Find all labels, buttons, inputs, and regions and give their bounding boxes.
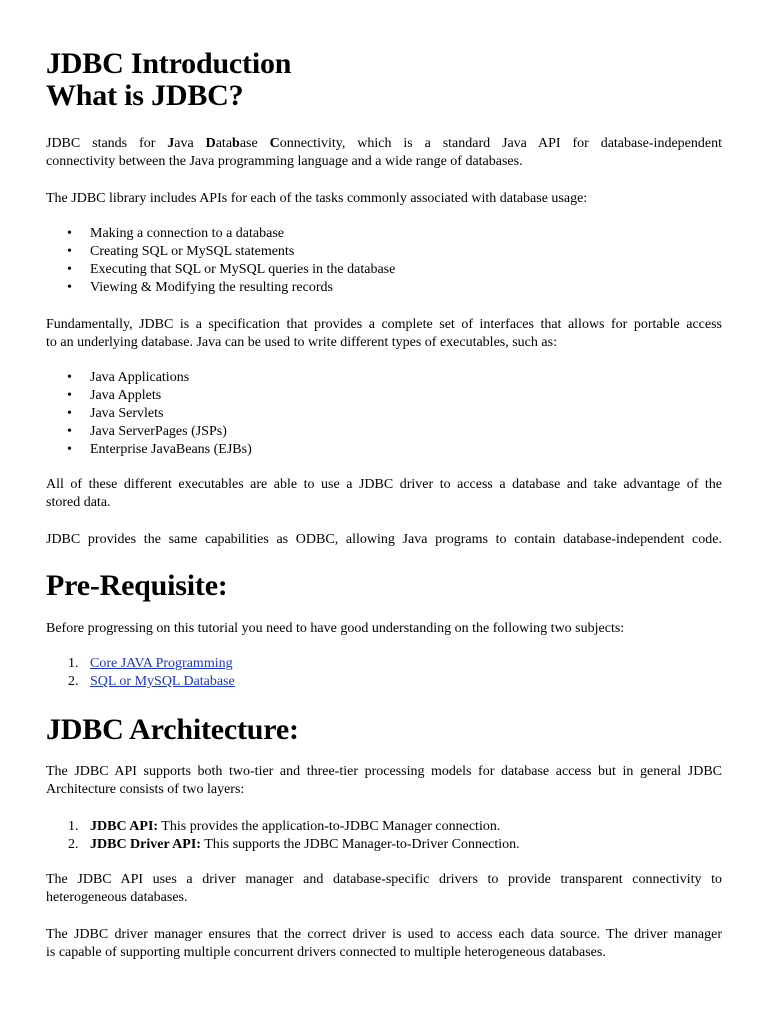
fundamentally-paragraph (46, 316, 722, 352)
link-sql-mysql[interactable]: SQL or MySQL Database (90, 674, 235, 689)
bullet-marker: • (67, 442, 72, 457)
prereq-paragraph: Before progressing on this tutorial you need to have good understanding on the following two subjects: (46, 621, 625, 636)
architecture-paragraph-3 (46, 926, 722, 962)
intro-paragraph (46, 135, 722, 171)
intro-line-1 (46, 135, 722, 153)
list-item-text: Java Applets (90, 388, 162, 403)
intro-line-2: connectivity between the Java programming language and a wide range of databases. (46, 154, 523, 169)
list-item-text: Making a connection to a database (90, 226, 284, 241)
bullet-marker: • (67, 262, 72, 277)
bullet-marker: • (67, 244, 72, 259)
list-item (46, 405, 252, 423)
list-item-text: Creating SQL or MySQL statements (90, 244, 295, 259)
page-subtitle: What is JDBC? (46, 79, 244, 112)
bullet-marker: • (67, 226, 72, 241)
layer-term: JDBC Driver API: (90, 837, 201, 852)
list-item-text: Java ServerPages (JSPs) (90, 424, 227, 439)
list-item-text: Enterprise JavaBeans (EJBs) (90, 442, 252, 457)
list-item (46, 243, 395, 261)
list-item (46, 673, 235, 691)
intro-bold-c: C (269, 136, 280, 151)
tasks-list (46, 225, 395, 297)
layer-term: JDBC API: (90, 819, 159, 834)
intro-text: ava (174, 136, 206, 151)
architecture-p1-line-1: The JDBC API supports both two-tier and three-tier processing models for database access but in general JDBC (46, 764, 722, 779)
architecture-p2-line-1: The JDBC API uses a driver manager and database-specific drivers to provide transparent connectivity to (46, 872, 722, 887)
page-title: JDBC Introduction (46, 47, 292, 80)
list-item (46, 369, 252, 387)
list-item (46, 836, 520, 854)
prereq-list (46, 655, 235, 691)
architecture-paragraph-2 (46, 871, 722, 907)
all-these-line-2: stored data. (46, 495, 111, 510)
list-item (46, 818, 520, 836)
architecture-p3-line-1: The JDBC driver manager ensures that the correct driver is used to access each data source. The driver manager (46, 927, 722, 942)
all-these-paragraph (46, 476, 722, 512)
layers-list (46, 818, 520, 854)
prereq-heading: Pre-Requisite: (46, 569, 228, 602)
title-block (46, 48, 291, 112)
list-item (46, 423, 252, 441)
list-item-text: Java Servlets (90, 406, 164, 421)
intro-text: JDBC stands for (46, 136, 168, 151)
list-item (46, 225, 395, 243)
list-item-text: Executing that SQL or MySQL queries in the database (90, 262, 396, 277)
layer-desc: This provides the application-to-JDBC Manager connection. (158, 819, 501, 834)
all-these-line-1: All of these different executables are able to use a JDBC driver to access a database and take advantage of the (46, 477, 722, 492)
bullet-marker: • (67, 424, 72, 439)
list-item (46, 279, 395, 297)
architecture-p2-line-2: heterogeneous databases. (46, 890, 188, 905)
library-paragraph: The JDBC library includes APIs for each of the tasks commonly associated with database usage: (46, 191, 588, 206)
list-number: 1. (68, 819, 79, 834)
link-core-java[interactable]: Core JAVA Programming (90, 656, 233, 671)
bullet-marker: • (67, 280, 72, 295)
list-number: 2. (68, 674, 79, 689)
list-number: 2. (68, 837, 79, 852)
intro-text: onnectivity, which is a standard Java API for database-independent (279, 136, 722, 151)
intro-text: ata (215, 136, 233, 151)
list-number: 1. (68, 656, 79, 671)
list-item-text: Java Applications (90, 370, 190, 385)
intro-text: ase (239, 136, 270, 151)
architecture-heading: JDBC Architecture: (46, 713, 299, 746)
fundamentally-line-1: Fundamentally, JDBC is a specification that provides a complete set of interfaces that allows for portable access (46, 317, 722, 332)
layer-desc: This supports the JDBC Manager-to-Driver Connection. (200, 837, 520, 852)
architecture-p3-line-2: is capable of supporting multiple concurrent drivers connected to multiple heterogeneous databases. (46, 945, 606, 960)
list-item (46, 655, 235, 673)
architecture-p1-line-2: Architecture consists of two layers: (46, 782, 245, 797)
intro-bold-b: b (232, 136, 240, 151)
executables-list (46, 369, 252, 459)
fundamentally-line-2: to an underlying database. Java can be used to write different types of executables, such as: (46, 335, 557, 350)
bullet-marker: • (67, 370, 72, 385)
list-item-text: Viewing & Modifying the resulting records (90, 280, 333, 295)
bullet-marker: • (67, 406, 72, 421)
intro-bold-j: J (167, 136, 175, 151)
list-item (46, 261, 395, 279)
intro-bold-d: D (205, 136, 216, 151)
odbc-paragraph: JDBC provides the same capabilities as ODBC, allowing Java programs to contain database-independent code. (46, 532, 722, 547)
bullet-marker: • (67, 388, 72, 403)
architecture-paragraph-1 (46, 763, 722, 799)
list-item (46, 387, 252, 405)
list-item (46, 441, 252, 459)
